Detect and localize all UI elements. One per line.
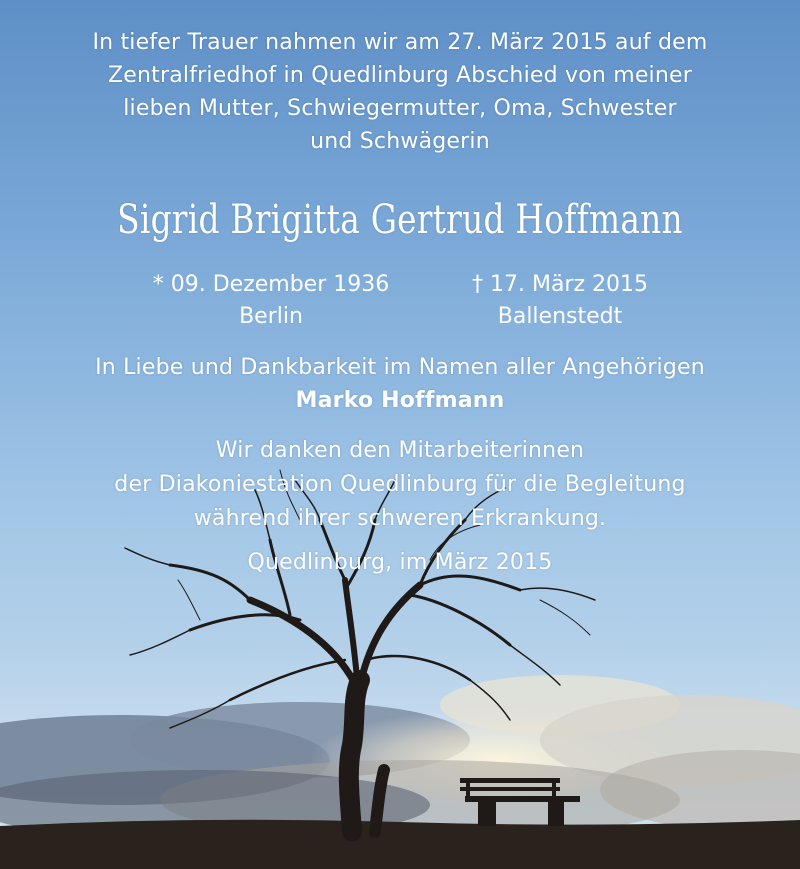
mourner-name: Marko Hoffmann: [295, 388, 505, 413]
intro-line: In tiefer Trauer nahmen wir am 27. März 2015 auf dem: [92, 30, 708, 55]
intro-line: und Schwägerin: [310, 129, 490, 154]
birth-place: Berlin: [239, 304, 303, 329]
deceased-name: Sigrid Brigitta Gertrud Hoffmann: [117, 197, 683, 243]
mourners-line: In Liebe und Dankbarkeit im Namen aller Angehörigen: [95, 355, 705, 380]
intro-line: Zentralfriedhof in Quedlinburg Abschied von meiner: [108, 63, 692, 88]
death-date: † 17. März 2015: [471, 272, 648, 297]
thanks-line: während ihrer schweren Erkrankung.: [193, 506, 607, 531]
birth-date: * 09. Dezember 1936: [152, 272, 390, 297]
thanks-line: Wir danken den Mitarbeiterinnen: [215, 438, 585, 463]
thanks-line: der Diakoniestation Quedlinburg für die Begleitung: [114, 472, 686, 497]
place-date: Quedlinburg, im März 2015: [247, 550, 553, 575]
death-place: Ballenstedt: [497, 304, 623, 329]
intro-line: lieben Mutter, Schwiegermutter, Oma, Schwester: [123, 96, 677, 121]
